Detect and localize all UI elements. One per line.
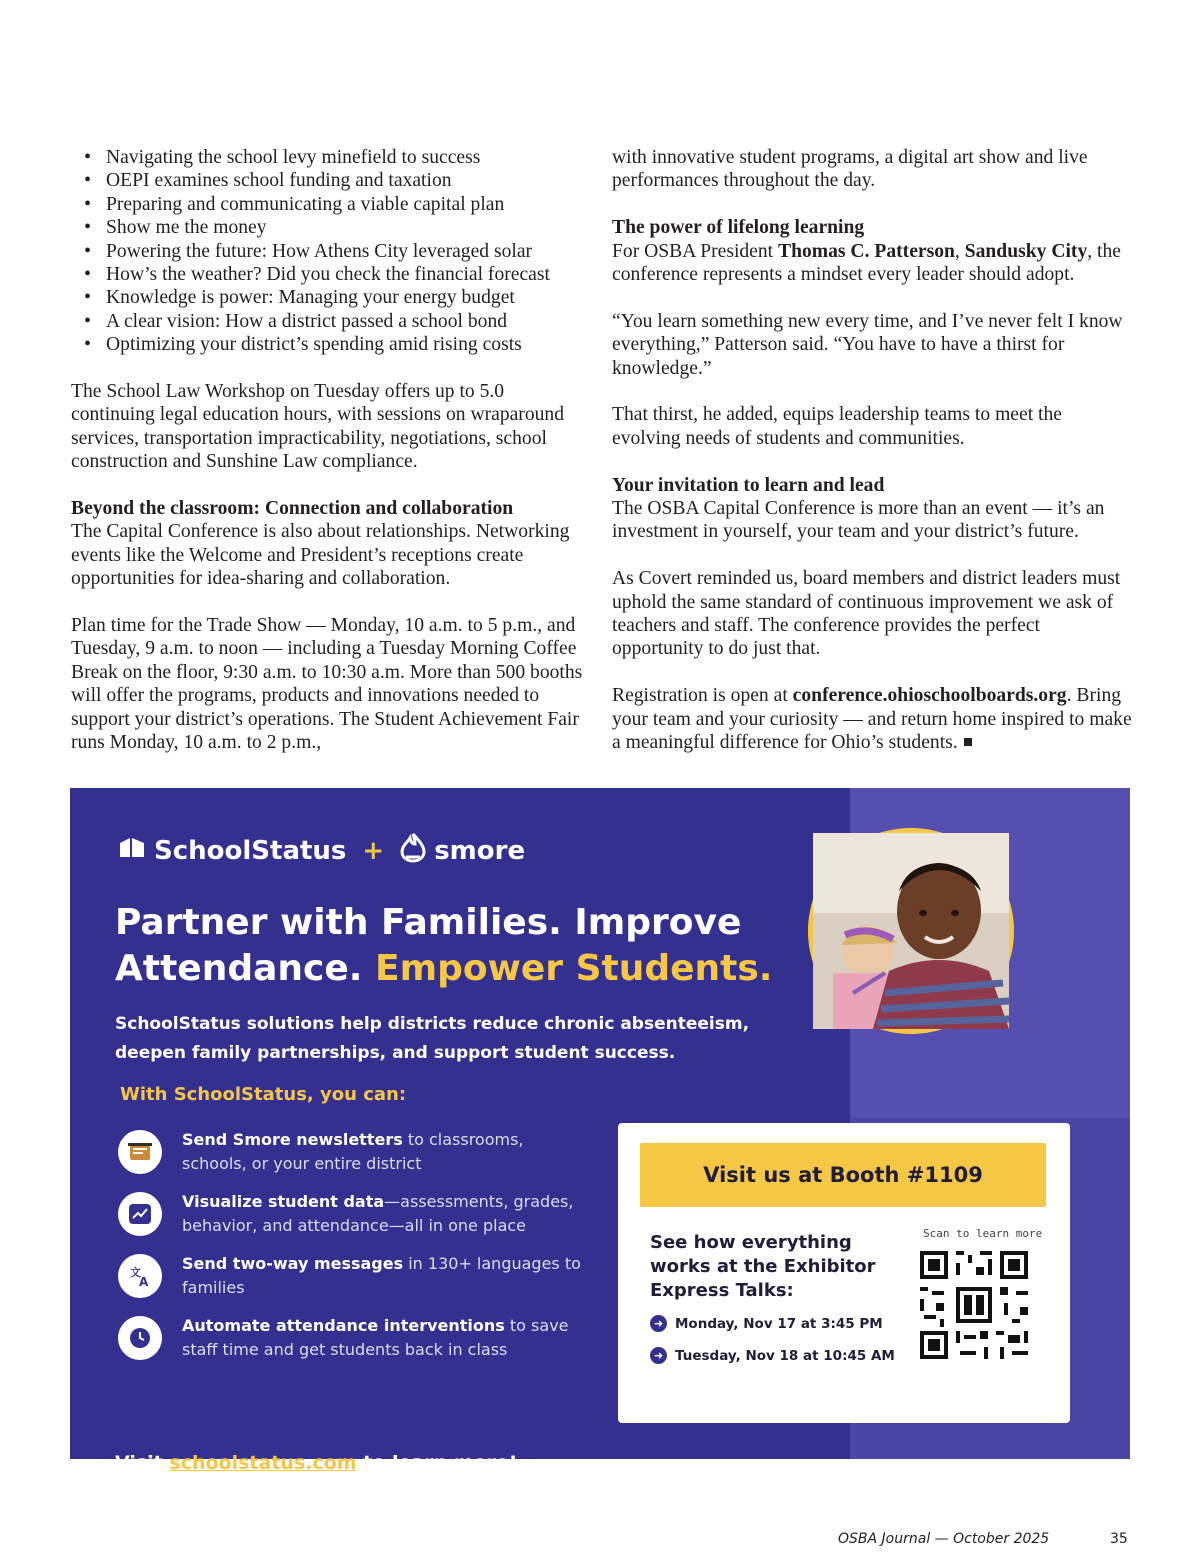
booth-card [618, 1123, 1070, 1423]
list-item: • Preparing and communicating a viable capital plan [106, 193, 591, 216]
schoolstatus-logo-icon [118, 835, 146, 866]
thirst-paragraph: That thirst, he added, equips leadership teams to meet the evolving needs of students and communities. [612, 404, 1062, 449]
feature-bold: Visualize student data [182, 1192, 385, 1211]
power-sep: , [954, 240, 965, 262]
president-name: Thomas C. Patterson [778, 240, 955, 262]
power-pre: For OSBA President [612, 240, 779, 262]
brand-plus: + [362, 835, 385, 866]
invite-heading: Your invitation to learn and lead [612, 474, 885, 496]
invite-section [612, 474, 1132, 544]
journal-footer: OSBA Journal — October 2025 [838, 1531, 1050, 1547]
continuation-paragraph: with innovative student programs, a digital art show and live performances throughout the day. [612, 147, 1088, 192]
chart-icon [118, 1192, 162, 1236]
brand-schoolstatus: SchoolStatus [154, 835, 347, 866]
feature-text [182, 1314, 588, 1362]
talk-time: Monday, Nov 17 at 3:45 PM [675, 1315, 883, 1332]
beyond-section [71, 497, 591, 591]
beyond-text: The Capital Conference is also about relationships. Networking events like the Welcome and President’s receptions create opportunities for idea-sharing and collaboration. [71, 521, 570, 590]
clock-icon [118, 1316, 162, 1360]
headline-white: Partner with Families. Improve Attendance. [115, 902, 742, 989]
student-photo [808, 828, 1014, 1034]
registration-link[interactable]: conference.ohioschoolboards.org [792, 685, 1067, 707]
talk-time: Tuesday, Nov 18 at 10:45 AM [675, 1347, 895, 1364]
translate-icon [118, 1254, 162, 1298]
visit-post: to learn more! [356, 1452, 518, 1474]
left-column [71, 146, 591, 778]
power-post: , the conference represents a mindset every leader should adopt. [612, 240, 1121, 286]
invite-text: The OSBA Capital Conference is more than an event — it’s an investment in yourself, your team and your district’s future. [612, 498, 1105, 543]
quote-paragraph: “You learn something new every time, and I’ve never felt I know everything,” Patterson said. “You have to have a thirst for knowledge.” [612, 310, 1123, 379]
power-section [612, 216, 1132, 286]
headline-yellow: Empower Students. [375, 948, 773, 989]
schoolstatus-ad [70, 788, 1130, 1474]
feature-rest: to save staff time and get students back in class [182, 1316, 569, 1359]
reg-pre: Registration is open at [612, 685, 793, 707]
feature-bold: Send Smore newsletters [182, 1130, 403, 1149]
list-item: • Navigating the school levy minefield to success [106, 146, 591, 169]
registration-paragraph [612, 684, 1132, 754]
feature-text [182, 1190, 588, 1238]
session-list [71, 146, 591, 357]
covert-paragraph: As Covert reminded us, board members and district leaders must uphold the same standard of continuous improvement we ask of teachers and staff. The conference provides the perfect opportunity to do just that. [612, 568, 1121, 660]
list-item: • A clear vision: How a district passed a school bond [106, 310, 591, 333]
scan-label: Scan to learn more [923, 1227, 1043, 1240]
feature-rest: to classrooms, schools, or your entire district [182, 1130, 524, 1173]
power-heading: The power of lifelong learning [612, 217, 865, 239]
feature-visualize [118, 1190, 588, 1238]
feature-rest: in 130+ languages to families [182, 1254, 581, 1297]
feature-messages [118, 1252, 588, 1300]
schoolstatus-link[interactable]: schoolstatus.com [169, 1452, 357, 1474]
newsletter-icon [118, 1130, 162, 1174]
brand-smore: smore [434, 835, 526, 866]
right-column [612, 146, 1132, 778]
trade-show-paragraph: Plan time for the Trade Show — Monday, 10 a.m. to 5 p.m., and Tuesday, 9 a.m. to noon — including a Tuesday Morning Coffee Break on the floor, 9:30 a.m. to 10:30 a.m. More than 500 booths will offer the programs, products and innovations needed to support your district’s operations. The Student Achievement Fair runs Monday, 10 a.m. to 2 p.m., [71, 615, 583, 754]
law-workshop-paragraph: The School Law Workshop on Tuesday offers up to 5.0 continuing legal education hours, with sessions on wraparound services, transportation impracticability, negotiations, school construction and Sunshine Law compliance. [71, 381, 565, 473]
president-district: Sandusky City [964, 240, 1088, 262]
visit-pre: Visit [115, 1452, 170, 1474]
list-item: • Knowledge is power: Managing your energy budget [106, 286, 591, 309]
booth-see-how: See how everything works at the Exhibitor Express Talks: [650, 1232, 876, 1301]
ad-logos [118, 832, 525, 869]
ad-subhead: SchoolStatus solutions help districts reduce chronic absenteeism, deepen family partnerships, and support student success. [115, 1014, 750, 1063]
end-mark-icon [964, 738, 972, 746]
list-item: • Show me the money [106, 216, 591, 239]
feature-bold: Send two-way messages [182, 1254, 404, 1273]
arrow-right-icon: ➜ [650, 1347, 667, 1364]
booth-banner: Visit us at Booth #1109 [640, 1143, 1046, 1207]
smore-flame-icon [400, 832, 426, 869]
can-heading: With SchoolStatus, you can: [120, 1084, 407, 1105]
feature-newsletters [118, 1128, 588, 1176]
arrow-right-icon: ➜ [650, 1315, 667, 1332]
feature-attendance [118, 1314, 588, 1362]
beyond-heading: Beyond the classroom: Connection and collaboration [71, 498, 514, 520]
feature-bold: Automate attendance interventions [182, 1316, 505, 1335]
reg-post: . Bring your team and your curiosity — and return home inspired to make a meaningful difference for Ohio’s students. [612, 685, 1132, 754]
feature-text [182, 1128, 588, 1176]
feature-rest: —assessments, grades, behavior, and attendance—all in one place [182, 1192, 574, 1235]
feature-text [182, 1252, 588, 1300]
visit-line [115, 1452, 517, 1474]
qr-code[interactable] [916, 1247, 1032, 1363]
svg-text:A: A [139, 1275, 149, 1289]
list-item: • How’s the weather? Did you check the financial forecast [106, 263, 591, 286]
list-item: • Powering the future: How Athens City leveraged solar [106, 240, 591, 263]
page-number: 35 [1110, 1531, 1128, 1547]
svg-text:文: 文 [130, 1266, 141, 1279]
talk-monday [650, 1315, 883, 1332]
ad-headline [115, 900, 835, 992]
list-item: • Optimizing your district’s spending amid rising costs [106, 333, 591, 356]
list-item: • OEPI examines school funding and taxation [106, 169, 591, 192]
talk-tuesday [650, 1347, 895, 1364]
